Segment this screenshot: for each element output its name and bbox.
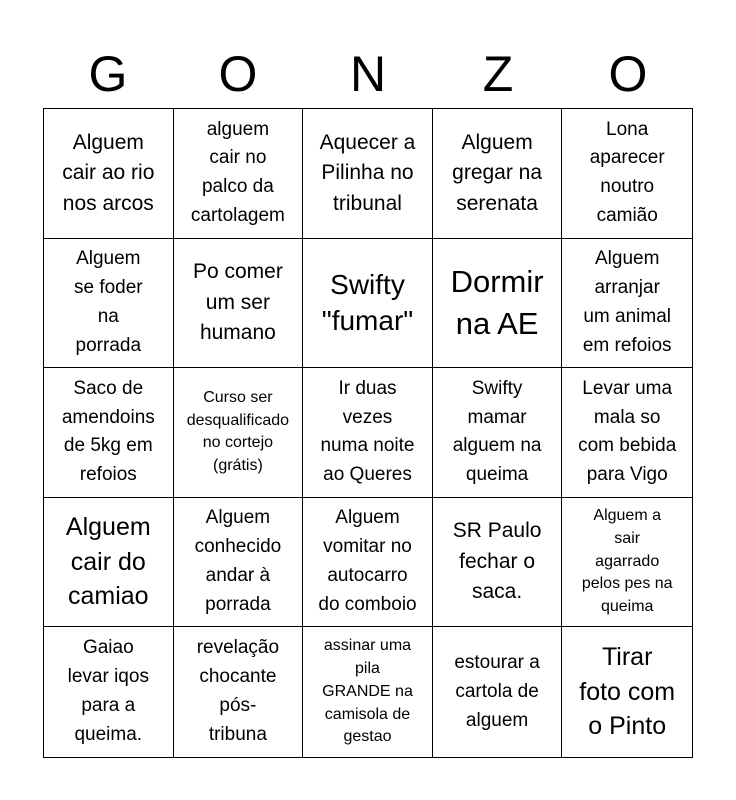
bingo-cell[interactable]: Alguem cair do camiao	[44, 498, 174, 628]
bingo-cell[interactable]: Levar uma mala so com bebida para Vigo	[562, 368, 692, 498]
bingo-cell[interactable]: Alguem arranjar um animal em refoios	[562, 239, 692, 369]
bingo-cell[interactable]: Alguem conhecido andar à porrada	[174, 498, 304, 628]
header-letter: N	[349, 46, 387, 102]
header-letter: O	[608, 46, 648, 102]
bingo-cell[interactable]: Gaiao levar iqos para a queima.	[44, 627, 174, 757]
bingo-grid	[43, 108, 693, 758]
bingo-cell[interactable]: Aquecer a Pilinha no tribunal	[303, 109, 433, 239]
bingo-cell[interactable]: Alguem vomitar no autocarro do comboio	[303, 498, 433, 628]
bingo-cell[interactable]: Alguem gregar na serenata	[433, 109, 563, 239]
header-letter: O	[218, 46, 258, 102]
bingo-cell[interactable]: Po comer um ser humano	[174, 239, 304, 369]
header-letter: G	[88, 46, 128, 102]
bingo-cell[interactable]: Curso ser desqualificado no cortejo (grátis)	[174, 368, 304, 498]
bingo-header	[43, 40, 693, 108]
bingo-cell[interactable]: estourar a cartola de alguem	[433, 627, 563, 757]
bingo-cell[interactable]: revelação chocante pós- tribuna	[174, 627, 304, 757]
bingo-cell[interactable]: SR Paulo fechar o saca.	[433, 498, 563, 628]
bingo-cell[interactable]: Dormir na AE	[433, 239, 563, 369]
bingo-cell[interactable]: assinar uma pila GRANDE na camisola de gestao	[303, 627, 433, 757]
bingo-cell[interactable]: Alguem se foder na porrada	[44, 239, 174, 369]
bingo-cell[interactable]: Lona aparecer noutro camião	[562, 109, 692, 239]
bingo-cell[interactable]: Ir duas vezes numa noite ao Queres	[303, 368, 433, 498]
bingo-cell[interactable]: Alguem cair ao rio nos arcos	[44, 109, 174, 239]
bingo-cell[interactable]: Swifty "fumar"	[303, 239, 433, 369]
bingo-cell[interactable]: Saco de amendoins de 5kg em refoios	[44, 368, 174, 498]
header-letter: Z	[482, 46, 514, 102]
bingo-cell[interactable]: Tirar foto com o Pinto	[579, 643, 676, 741]
bingo-cell[interactable]: alguem cair no palco da cartolagem	[174, 109, 304, 239]
bingo-cell[interactable]: Alguem a sair agarrado pelos pes na queima	[562, 498, 692, 628]
bingo-cell[interactable]: Swifty mamar alguem na queima	[433, 368, 563, 498]
